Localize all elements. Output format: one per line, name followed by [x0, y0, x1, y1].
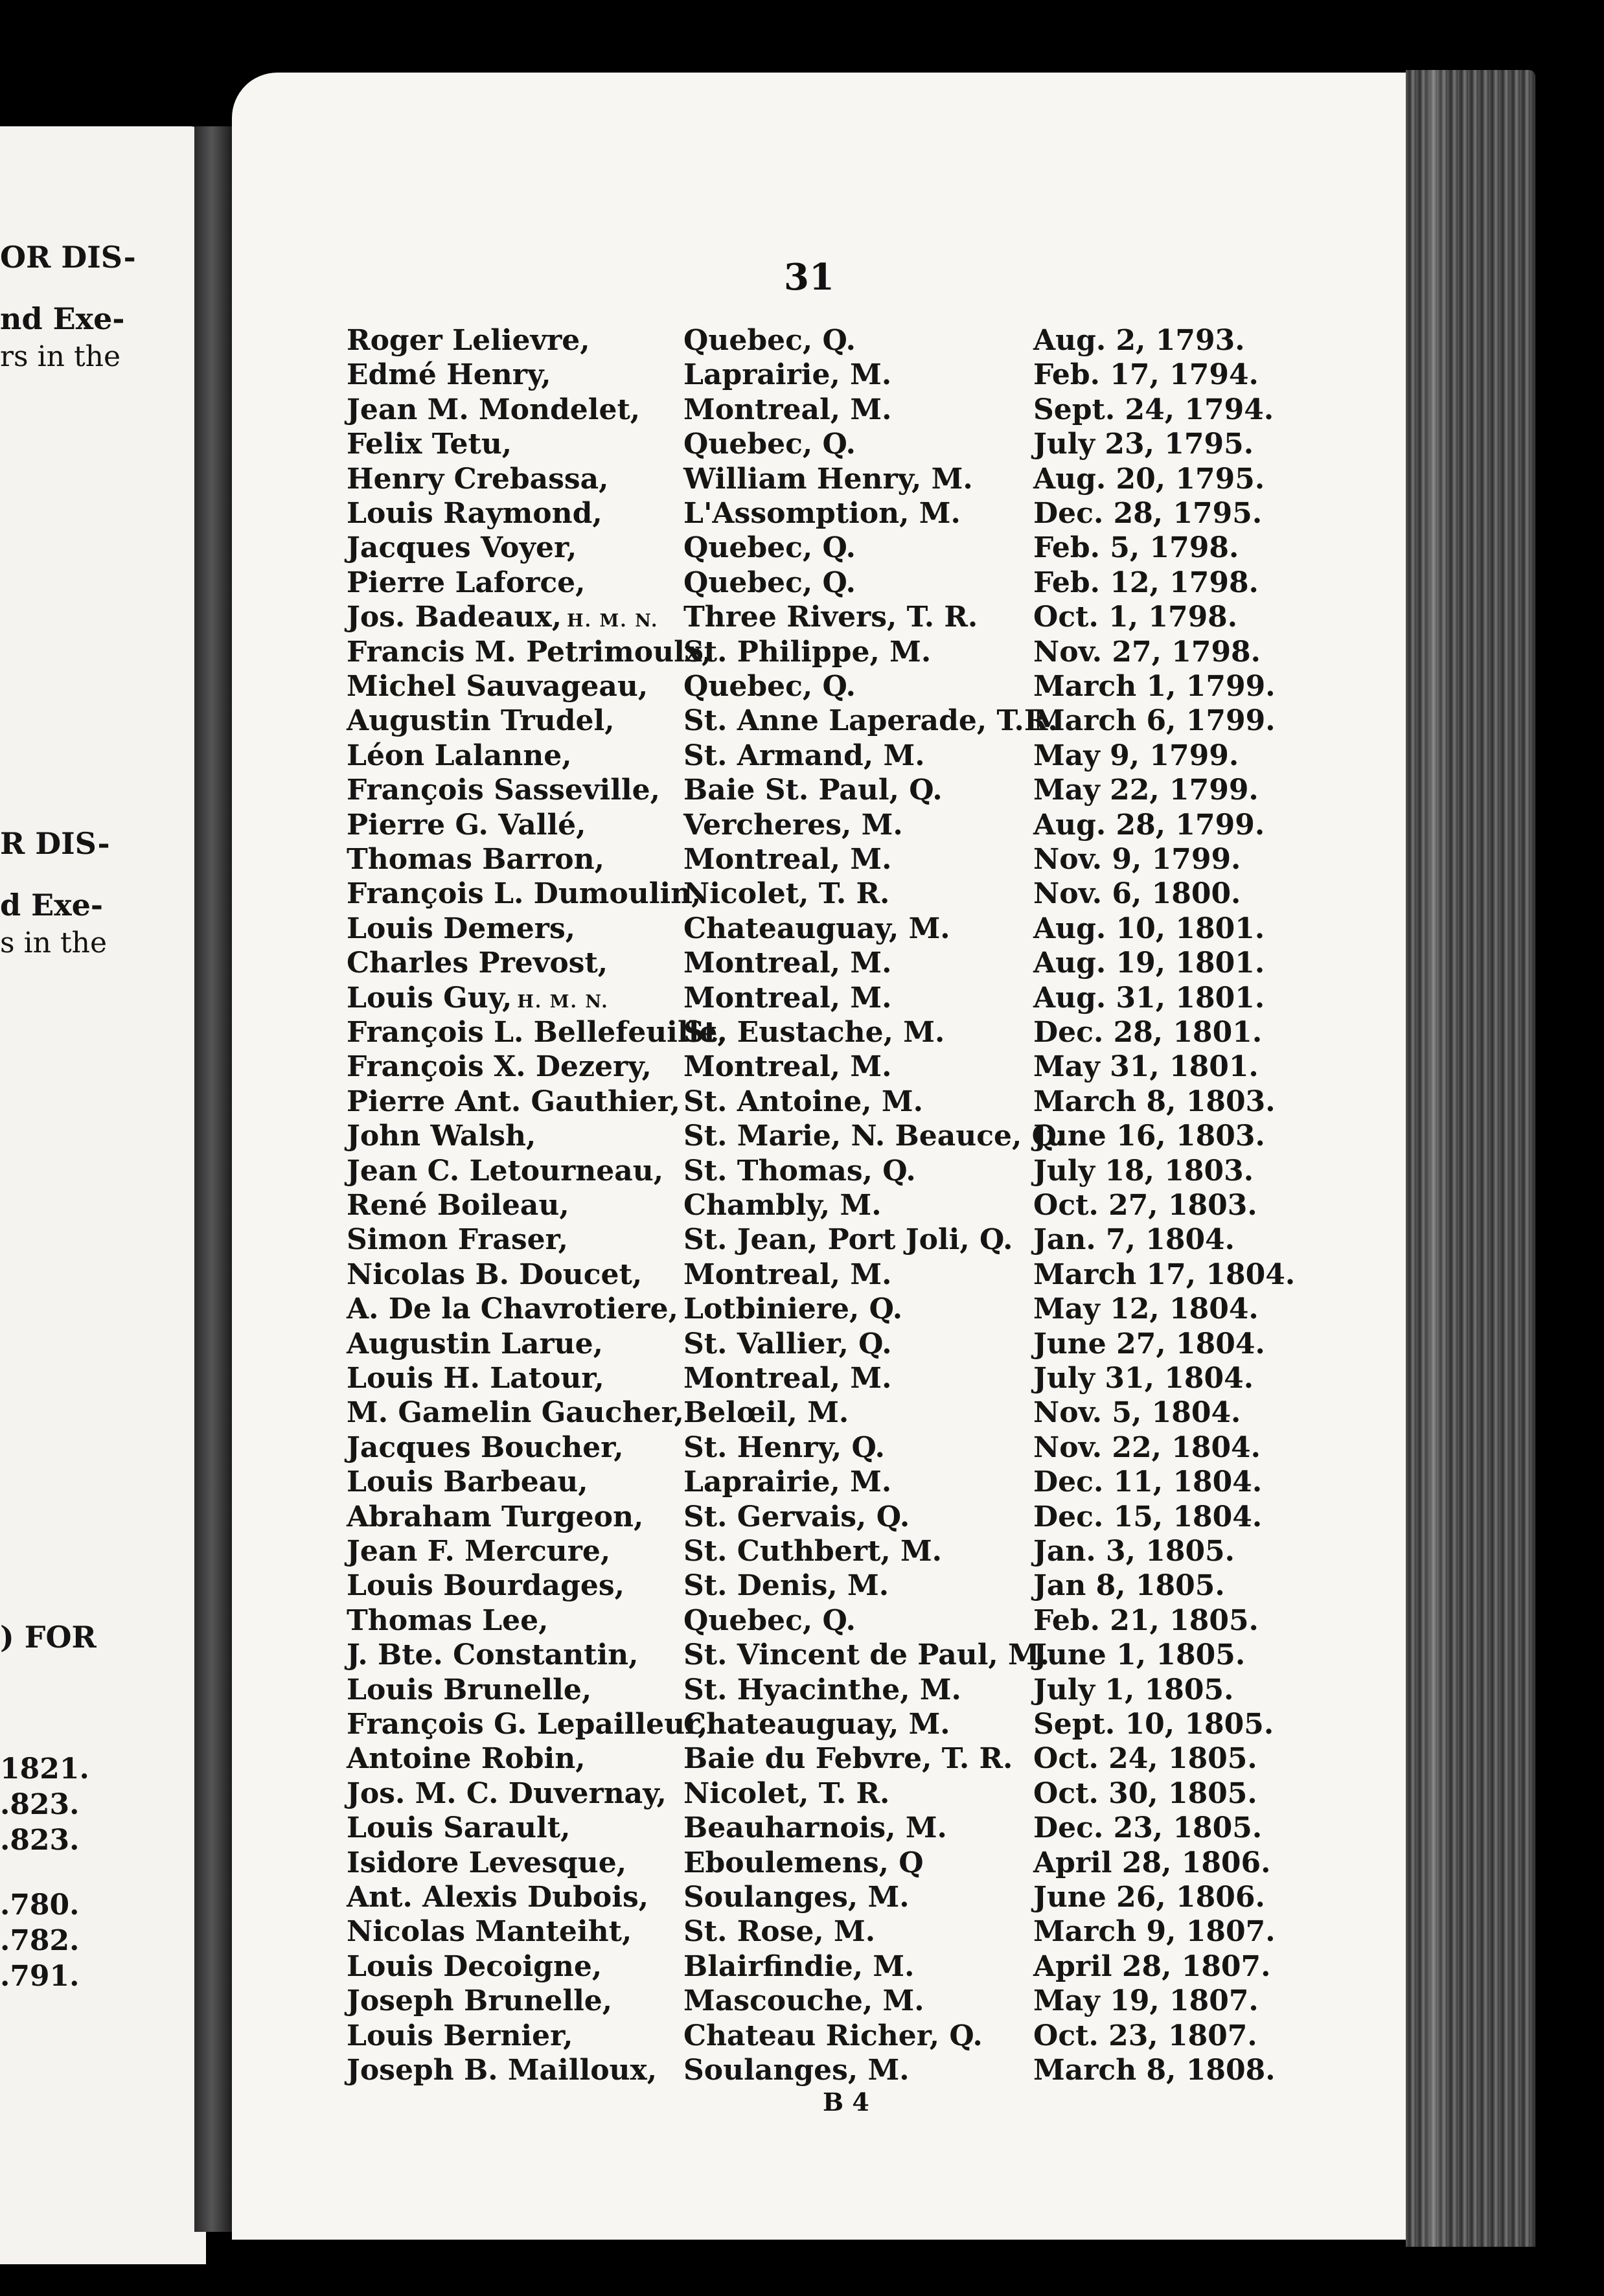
- entry-name: Louis Decoigne,: [347, 1949, 602, 1983]
- entry-name: René Boileau,: [347, 1189, 569, 1222]
- entry-date: June 27, 1804.: [1033, 1327, 1265, 1360]
- entry-date: Aug. 20, 1795.: [1033, 462, 1265, 496]
- list-item: [347, 1638, 1318, 1673]
- list-item: [347, 1500, 1318, 1535]
- entry-date: Feb. 17, 1794.: [1033, 358, 1259, 392]
- entry-name: M. Gamelin Gaucher,: [347, 1396, 684, 1430]
- entry-date: Sept. 10, 1805.: [1033, 1708, 1274, 1741]
- entry-date: July 18, 1803.: [1033, 1154, 1254, 1188]
- left-page-fragment: d Exe-: [0, 888, 104, 923]
- list-item: [347, 393, 1318, 428]
- entry-name: Louis Barbeau,: [347, 1465, 588, 1499]
- entry-place: Nicolet, T. R.: [683, 877, 890, 911]
- entry-place: St. Eustache, M.: [683, 1016, 945, 1049]
- entry-place: St. Anne Laperade, T.R.: [683, 704, 1058, 738]
- entry-place: Soulanges, M.: [683, 1881, 910, 1914]
- list-item: [347, 1742, 1318, 1777]
- entry-date: March 8, 1808.: [1033, 2054, 1276, 2087]
- list-item: [347, 1362, 1318, 1397]
- entry-place: Lotbiniere, Q.: [683, 1292, 903, 1326]
- list-item: [347, 463, 1318, 498]
- entry-name: Simon Fraser,: [347, 1223, 568, 1257]
- entry-name: Jacques Voyer,: [347, 531, 577, 565]
- left-page-fragment: R DIS-: [0, 826, 110, 861]
- entry-name: John Walsh,: [347, 1119, 536, 1153]
- entry-date: March 6, 1799.: [1033, 704, 1276, 738]
- entry-name: Abraham Turgeon,: [347, 1500, 644, 1533]
- entry-date: Dec. 28, 1801.: [1033, 1016, 1263, 1049]
- entry-name: Joseph B. Mailloux,: [347, 2054, 658, 2087]
- entry-place: St. Armand, M.: [683, 739, 925, 772]
- list-item: [347, 739, 1318, 774]
- entry-date: May 22, 1799.: [1033, 774, 1259, 807]
- entry-place: Laprairie, M.: [683, 358, 892, 392]
- entry-place: Blairfindie, M.: [683, 1949, 915, 1983]
- entry-place: Montreal, M.: [683, 981, 892, 1015]
- entry-name: Thomas Lee,: [347, 1603, 549, 1637]
- entry-date: March 17, 1804.: [1033, 1257, 1296, 1291]
- entry-date: May 19, 1807.: [1033, 1984, 1259, 2018]
- entry-name: Louis Bourdages,: [347, 1569, 624, 1603]
- entry-place: St. Marie, N. Beauce, Q.: [683, 1119, 1066, 1153]
- entry-date: Aug. 2, 1793.: [1033, 324, 1245, 357]
- entry-place: St. Hyacinthe, M.: [683, 1673, 961, 1706]
- entry-place: Baie St. Paul, Q.: [683, 774, 943, 807]
- entry-name: Jean F. Mercure,: [347, 1535, 611, 1568]
- entry-date: July 23, 1795.: [1033, 428, 1254, 461]
- book-edge-highlight: [1428, 70, 1448, 2247]
- entry-name: François L. Dumoulin,: [347, 877, 702, 911]
- list-item: [347, 636, 1318, 671]
- entry-name: Pierre G. Vallé,: [347, 808, 586, 842]
- entry-date: June 26, 1806.: [1033, 1881, 1265, 1914]
- entry-name: Michel Sauvageau,: [347, 670, 648, 703]
- entry-name-group: [347, 601, 658, 634]
- list-item: [347, 1050, 1318, 1085]
- entry-name: Louis Raymond,: [347, 497, 602, 530]
- list-item: [347, 1327, 1318, 1362]
- entry-place: St. Denis, M.: [683, 1569, 889, 1603]
- entry-name: Augustin Larue,: [347, 1327, 603, 1360]
- list-item: [347, 1431, 1318, 1466]
- entry-place: Quebec, Q.: [683, 531, 856, 565]
- entry-name: Edmé Henry,: [347, 358, 551, 392]
- entry-date: April 28, 1806.: [1033, 1846, 1271, 1879]
- list-item: [347, 1396, 1318, 1431]
- entry-place: William Henry, M.: [683, 462, 973, 496]
- list-item: [347, 566, 1318, 601]
- entry-name: Jos. M. C. Duvernay,: [347, 1776, 667, 1810]
- list-item: [347, 1569, 1318, 1604]
- entry-name: Jean C. Letourneau,: [347, 1154, 664, 1188]
- entry-date: Jan. 3, 1805.: [1033, 1535, 1235, 1568]
- entry-place: St. Philippe, M.: [683, 635, 932, 669]
- entry-date: March 8, 1803.: [1033, 1085, 1276, 1118]
- entry-date: Jan. 7, 1804.: [1033, 1223, 1235, 1257]
- entry-name: Jean M. Mondelet,: [347, 393, 641, 426]
- entry-name: Louis Demers,: [347, 912, 576, 945]
- entry-date: May 12, 1804.: [1033, 1292, 1259, 1326]
- entry-name: Louis H. Latour,: [347, 1362, 604, 1395]
- entry-date: March 1, 1799.: [1033, 670, 1276, 703]
- list-item: [347, 1154, 1318, 1189]
- entry-date: July 31, 1804.: [1033, 1362, 1254, 1395]
- entry-date: Dec. 23, 1805.: [1033, 1811, 1263, 1845]
- entry-place: Quebec, Q.: [683, 566, 856, 599]
- entry-date: Feb. 21, 1805.: [1033, 1603, 1259, 1637]
- list-item: [347, 1708, 1318, 1743]
- entry-name: Charles Prevost,: [347, 947, 608, 980]
- list-item: [347, 877, 1318, 912]
- list-item: [347, 843, 1318, 878]
- list-item: [347, 428, 1318, 463]
- entry-name: Pierre Ant. Gauthier,: [347, 1085, 680, 1118]
- entry-date: March 9, 1807.: [1033, 1915, 1276, 1949]
- entry-place: St. Vallier, Q.: [683, 1327, 892, 1360]
- list-item: [347, 497, 1318, 532]
- entry-date: Oct. 27, 1803.: [1033, 1189, 1257, 1222]
- entry-date: Sept. 24, 1794.: [1033, 393, 1274, 426]
- entry-name: François L. Bellefeuille,: [347, 1016, 728, 1049]
- entry-place: Quebec, Q.: [683, 428, 856, 461]
- list-item: [347, 1846, 1318, 1881]
- entry-name: Louis Guy,: [347, 981, 512, 1015]
- list-item: [347, 704, 1318, 739]
- entry-name: Augustin Trudel,: [347, 704, 615, 738]
- entry-date: Aug. 31, 1801.: [1033, 981, 1265, 1015]
- left-page-fragment: .823.: [0, 1788, 80, 1821]
- left-page-fragment: ) FOR: [0, 1620, 97, 1655]
- entry-place: Quebec, Q.: [683, 1603, 856, 1637]
- entry-title-mark: H. M. N.: [567, 611, 659, 632]
- entry-name: A. De la Chavrotiere,: [347, 1292, 678, 1326]
- entry-place: St. Vincent de Paul, M.: [683, 1638, 1050, 1672]
- entry-place: Soulanges, M.: [683, 2054, 910, 2087]
- page-number: 31: [784, 256, 834, 299]
- entry-place: Montreal, M.: [683, 1362, 892, 1395]
- entry-date: Aug. 19, 1801.: [1033, 947, 1265, 980]
- entry-place: Montreal, M.: [683, 1050, 892, 1084]
- list-item: [347, 1085, 1318, 1120]
- entry-date: Aug. 28, 1799.: [1033, 808, 1265, 842]
- left-page-fragment: .823.: [0, 1824, 80, 1857]
- entry-name: Pierre Laforce,: [347, 566, 586, 599]
- entry-place: St. Rose, M.: [683, 1915, 876, 1949]
- entry-date: Dec. 28, 1795.: [1033, 497, 1263, 530]
- entry-date: Nov. 6, 1800.: [1033, 877, 1241, 911]
- entry-date: May 9, 1799.: [1033, 739, 1239, 772]
- entry-name: Antoine Robin,: [347, 1742, 586, 1776]
- list-item: [347, 1535, 1318, 1570]
- list-item: [347, 2019, 1318, 2054]
- entry-place: St. Antoine, M.: [683, 1085, 923, 1118]
- left-page-fragment: nd Exe-: [0, 301, 125, 336]
- entry-date: Feb. 12, 1798.: [1033, 566, 1259, 599]
- list-item: [347, 1915, 1318, 1950]
- left-page-fragment: OR DIS-: [0, 240, 136, 275]
- entry-place: Montreal, M.: [683, 947, 892, 980]
- list-item: [347, 1258, 1318, 1293]
- entry-date: Nov. 5, 1804.: [1033, 1396, 1241, 1430]
- list-item: [347, 1811, 1318, 1846]
- entry-name: François Sasseville,: [347, 774, 660, 807]
- entry-name: Henry Crebassa,: [347, 462, 609, 496]
- list-item: [347, 1292, 1318, 1327]
- entry-date: July 1, 1805.: [1033, 1673, 1234, 1706]
- entry-place: Montreal, M.: [683, 393, 892, 426]
- entry-place: Baie du Febvre, T. R.: [683, 1742, 1013, 1776]
- list-item: [347, 1950, 1318, 1985]
- list-item: [347, 1016, 1318, 1051]
- entry-name: Louis Sarault,: [347, 1811, 571, 1845]
- entry-date: Dec. 11, 1804.: [1033, 1465, 1263, 1499]
- entry-date: Jan 8, 1805.: [1033, 1569, 1225, 1603]
- entry-place: Montreal, M.: [683, 1257, 892, 1291]
- list-item: [347, 982, 1318, 1016]
- entry-place: Nicolet, T. R.: [683, 1776, 890, 1810]
- entry-name-group: [347, 982, 609, 1015]
- list-item: [347, 1119, 1318, 1154]
- entry-date: May 31, 1801.: [1033, 1050, 1259, 1084]
- left-page-fragment: rs in the: [0, 340, 121, 373]
- entry-title-mark: H. M. N.: [517, 991, 609, 1012]
- list-item: [347, 324, 1318, 359]
- left-page-fragment: .791.: [0, 1960, 80, 1993]
- book-gutter: [194, 126, 233, 2232]
- entry-place: Mascouche, M.: [683, 1984, 924, 2018]
- entry-date: Oct. 30, 1805.: [1033, 1776, 1257, 1810]
- entry-place: Eboulemens, Q: [683, 1846, 924, 1879]
- entry-place: Chateauguay, M.: [683, 1708, 950, 1741]
- entry-name: Léon Lalanne,: [347, 739, 572, 772]
- entry-date: Aug. 10, 1801.: [1033, 912, 1265, 945]
- entry-date: Nov. 22, 1804.: [1033, 1430, 1261, 1464]
- list-item: [347, 912, 1318, 947]
- entry-date: Oct. 24, 1805.: [1033, 1742, 1257, 1776]
- entry-name: Felix Tetu,: [347, 428, 512, 461]
- left-page-fragment: 1821.: [0, 1752, 89, 1785]
- entry-name: Nicolas B. Doucet,: [347, 1257, 643, 1291]
- left-page-fragment: .780.: [0, 1888, 80, 1922]
- entry-date: April 28, 1807.: [1033, 1949, 1271, 1983]
- entry-place: St. Henry, Q.: [683, 1430, 885, 1464]
- entry-name: Joseph Brunelle,: [347, 1984, 613, 2018]
- entry-place: Three Rivers, T. R.: [683, 601, 978, 634]
- printer-signature: B 4: [823, 2087, 869, 2117]
- list-item: [347, 2054, 1318, 2089]
- entry-name: François G. Lepailleur,: [347, 1708, 708, 1741]
- entry-date: Oct. 1, 1798.: [1033, 601, 1238, 634]
- list-item: [347, 1604, 1318, 1639]
- list-item: [347, 1881, 1318, 1916]
- entry-place: Beauharnois, M.: [683, 1811, 947, 1845]
- entry-name: François X. Dezery,: [347, 1050, 652, 1084]
- list-item: [347, 358, 1318, 393]
- list-item: [347, 1189, 1318, 1224]
- entry-date: Nov. 9, 1799.: [1033, 843, 1241, 876]
- entry-name: J. Bte. Constantin,: [347, 1638, 639, 1672]
- entry-name: Louis Brunelle,: [347, 1673, 592, 1706]
- entry-place: Belœil, M.: [683, 1396, 849, 1430]
- entry-place: Laprairie, M.: [683, 1465, 892, 1499]
- entry-place: St. Jean, Port Joli, Q.: [683, 1223, 1013, 1257]
- list-item: [347, 1223, 1318, 1258]
- entry-place: Quebec, Q.: [683, 324, 856, 357]
- left-page-fragment: .782.: [0, 1924, 80, 1957]
- entry-date: Feb. 5, 1798.: [1033, 531, 1239, 565]
- book-edge: [1406, 70, 1535, 2247]
- entry-name: Louis Bernier,: [347, 2019, 573, 2052]
- entry-name: Jacques Boucher,: [347, 1430, 624, 1464]
- list-item: [347, 531, 1318, 566]
- entry-date: Nov. 27, 1798.: [1033, 635, 1261, 669]
- entry-date: June 16, 1803.: [1033, 1119, 1265, 1153]
- list-item: [347, 670, 1318, 705]
- entry-place: Chateauguay, M.: [683, 912, 950, 945]
- entry-date: Oct. 23, 1807.: [1033, 2019, 1257, 2052]
- left-facing-page: [0, 126, 206, 2264]
- entry-place: St. Gervais, Q.: [683, 1500, 910, 1533]
- entry-name: Francis M. Petrimoulx,: [347, 635, 712, 669]
- list-item: [347, 1465, 1318, 1500]
- list-item: [347, 1777, 1318, 1812]
- list-item: [347, 947, 1318, 982]
- entry-place: Vercheres, M.: [683, 808, 903, 842]
- entry-name: Nicolas Manteiht,: [347, 1915, 632, 1949]
- entry-place: L'Assomption, M.: [683, 497, 961, 530]
- entry-place: Chateau Richer, Q.: [683, 2019, 983, 2052]
- entry-name: Jos. Badeaux,: [347, 601, 562, 634]
- left-page-fragment: s in the: [0, 926, 108, 959]
- entry-place: Chambly, M.: [683, 1189, 882, 1222]
- list-item: [347, 1984, 1318, 2019]
- list-item: [347, 1673, 1318, 1708]
- entry-date: June 1, 1805.: [1033, 1638, 1246, 1672]
- entry-name: Ant. Alexis Dubois,: [347, 1881, 649, 1914]
- entry-name: Thomas Barron,: [347, 843, 604, 876]
- entry-name: Isidore Levesque,: [347, 1846, 627, 1879]
- list-item: [347, 809, 1318, 844]
- list-item: [347, 774, 1318, 809]
- entry-date: Dec. 15, 1804.: [1033, 1500, 1263, 1533]
- entry-place: Montreal, M.: [683, 843, 892, 876]
- entry-place: St. Cuthbert, M.: [683, 1535, 942, 1568]
- entry-name: Roger Lelievre,: [347, 324, 590, 357]
- entry-place: St. Thomas, Q.: [683, 1154, 916, 1188]
- entry-place: Quebec, Q.: [683, 670, 856, 703]
- list-item: [347, 601, 1318, 636]
